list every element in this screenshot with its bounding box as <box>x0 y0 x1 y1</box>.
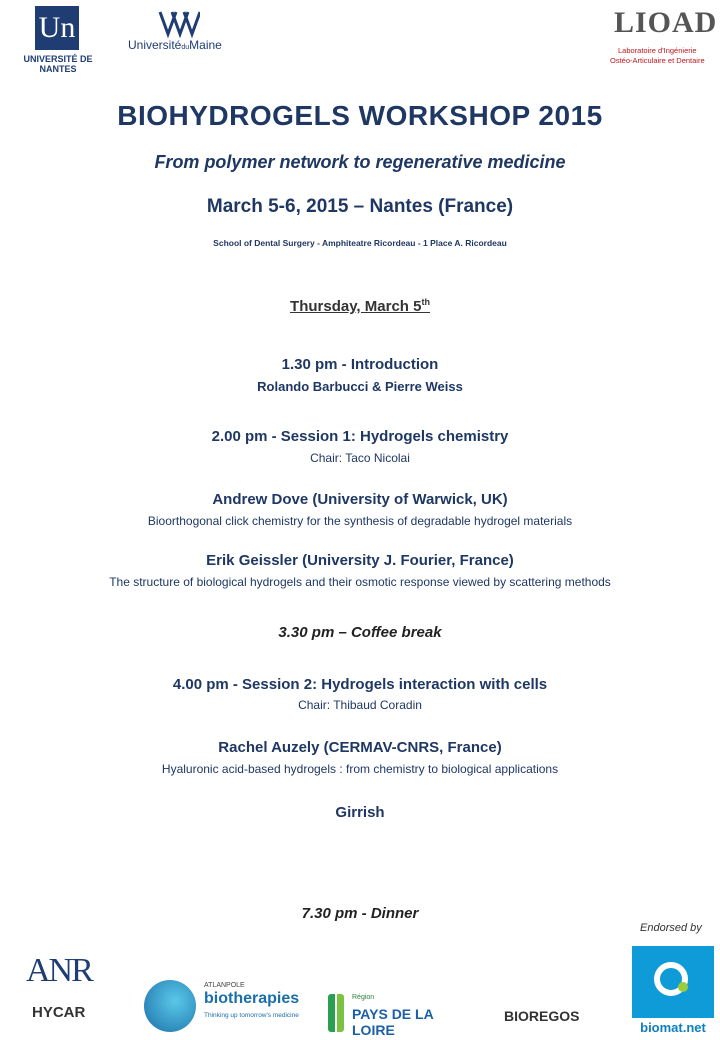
hycar-label: HYCAR <box>32 1004 86 1021</box>
workshop-dates: March 5-6, 2015 – Nantes (France) <box>206 196 514 217</box>
region-small-label: Région <box>352 994 375 1001</box>
maine-logo-text: Université <box>128 38 182 52</box>
speaker-girrish: Girrish <box>335 804 385 821</box>
speaker-dove: Andrew Dove (University of Warwick, UK) <box>212 491 508 508</box>
session1-chair: Chair: Taco Nicolai <box>310 451 410 465</box>
region-flag-icon <box>328 994 344 1032</box>
talk-auzely: Hyaluronic acid-based hydrogels : from chemistry to biological applications <box>161 762 559 776</box>
bioregos-label: BIOREGOS <box>504 1008 580 1024</box>
nantes-logo-text: UNIVERSITÉ DE NANTES <box>23 54 93 74</box>
biomat-logo <box>632 946 714 1038</box>
region-label: PAYS DE LA LOIRE <box>352 1006 434 1038</box>
workshop-venue: School of Dental Surgery - Amphiteatre Ricordeau - 1 Place A. Ricordeau <box>213 238 507 248</box>
atlanpole-tagline: Thinking up tomorrow's medicine <box>204 1012 299 1019</box>
workshop-title: BIOHYDROGELS WORKSHOP 2015 <box>117 100 603 131</box>
day-heading <box>0 297 720 315</box>
session1-heading: 2.00 pm - Session 1: Hydrogels chemistry <box>211 428 509 445</box>
atlanpole-biotherapies-logo <box>144 980 314 1036</box>
day-sup: th <box>421 297 430 307</box>
biomat-label: biomat.net <box>640 1020 706 1035</box>
endorsed-by-label: Endorsed by <box>640 922 702 934</box>
program-intro-speakers: Rolando Barbucci & Pierre Weiss <box>257 379 463 394</box>
lioad-line2: Ostéo-Articulaire et Dentaire <box>610 56 705 65</box>
day-label: Thursday, March 5 <box>290 298 422 315</box>
anr-logo-text: ANR <box>26 952 92 989</box>
speaker-geissler: Erik Geissler (University J. Fourier, France) <box>206 552 514 569</box>
talk-geissler: The structure of biological hydrogels and their osmotic response viewed by scattering methods <box>109 575 611 589</box>
lioad-logo-mark: LIOAD <box>614 6 718 39</box>
lioad-logo <box>606 6 716 70</box>
speaker-auzely: Rachel Auzely (CERMAV-CNRS, France) <box>218 739 502 756</box>
atlanpole-circle-icon <box>144 980 196 1032</box>
workshop-subtitle: From polymer network to regenerative medicine <box>154 152 566 172</box>
nantes-logo-mark: Un <box>35 6 79 50</box>
dinner: 7.30 pm - Dinner <box>301 905 419 922</box>
anr-logo <box>22 950 118 990</box>
region-pays-de-la-loire-logo <box>328 992 478 1038</box>
lioad-line1: Laboratoire d'Ingénierie <box>618 46 697 55</box>
maine-logo-icon <box>156 8 200 38</box>
universite-du-maine-logo <box>122 6 222 60</box>
maine-logo-text2: Maine <box>189 38 222 52</box>
universite-de-nantes-logo <box>6 6 110 74</box>
talk-dove: Bioorthogonal click chemistry for the synthesis of degradable hydrogel materials <box>147 514 573 528</box>
program-intro-time: 1.30 pm - Introduction <box>281 356 439 373</box>
session2-heading: 4.00 pm - Session 2: Hydrogels interaction with cells <box>172 676 548 693</box>
maine-logo-small: du <box>181 44 190 51</box>
biotherapies-label: biotherapies <box>204 990 300 1007</box>
atlanpole-label: ATLANPOLE <box>204 982 245 989</box>
coffee-break: 3.30 pm – Coffee break <box>278 624 442 641</box>
session2-chair: Chair: Thibaud Coradin <box>298 698 422 712</box>
